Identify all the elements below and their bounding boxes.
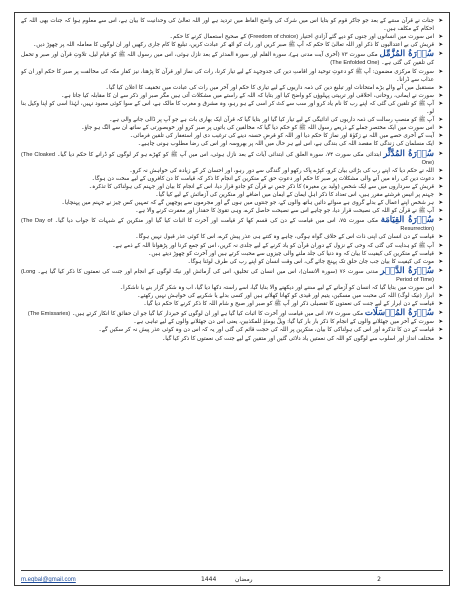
document-page <box>14 12 450 586</box>
bullet-paragraph <box>21 84 443 92</box>
bullet-paragraph <box>21 183 443 191</box>
paragraph-text: مدنی سورت ۷۶ (سورة الانسان)، اس میں انسان کی تخلیق، اس کی آزمائش اور نیک لوگوں کے انجام اور جنت کی نعمتوں کا ذکر کیا گیا ہے۔ <box>37 268 378 275</box>
bullet-paragraph <box>21 17 443 33</box>
paragraph-text: سورت کا مرکزی مضمون: آپ ﷺ کو دعوتِ توحید اور اقامتِ دین کی جدوجہد کے لیے تیار کرنا، رات کی نماز اور قرآن کا پڑھنا، نیز کفارِ مکہ کی مخالفت پر صبر کا حکم اور ان کو عذاب سے ڈرانا۔ <box>21 68 434 83</box>
section-paragraph <box>21 267 443 284</box>
english-term: (The Cloaked One) <box>21 151 434 166</box>
surah-heading: سُوۡرَةُ المُدَّثِّر <box>383 148 434 159</box>
paragraph-text: اللہ نے حکم دیا کہ اپنے رب کی بڑائی بیان کرو، کپڑے پاک رکھو اور گندگی سے دور رہو، اور احسان کر کے زیادہ کی خواہش نہ کرو۔ <box>129 167 434 174</box>
bullet-paragraph <box>21 242 443 250</box>
section-paragraph <box>21 150 443 167</box>
bullet-paragraph <box>21 318 443 326</box>
bullet-paragraph <box>21 140 443 148</box>
page-footer <box>21 571 443 583</box>
paragraph-text: مکی سورت ۷۷، اس میں قیامت اور آخرت کا اثبات کیا گیا ہے اور ان لوگوں کو خبردار کیا گیا جو ان حقائق کا انکار کرتے ہیں۔ <box>71 311 364 318</box>
paragraph-text: ابرار (نیک لوگ) اللہ کی محبت میں مسکین، یتیم اور قیدی کو کھانا کھلاتے ہیں اور کسی بدلے یا شکریے کی خواہش نہیں رکھتے۔ <box>137 293 434 300</box>
paragraph-text: جہنم پر انیس فرشتے مقرر ہیں، اس تعداد کا ذکر اہلِ ایمان کے ایمان میں اضافے اور منکرین کی آزمائش کے لیے کیا گیا۔ <box>155 191 434 198</box>
paragraph-text: مستقبل میں آنے والے بڑے امتحانات اور تبلیغِ دین کی ذمہ داریوں کے لیے تیاری کا حکم اور آخر میں رات کی عبادت میں تخفیف کا اعلان کیا گیا۔ <box>105 84 434 91</box>
bullet-paragraph <box>21 207 443 215</box>
footer-email[interactable]: m.eqbal@gmail.com <box>21 577 76 583</box>
english-term: (Freedom of choice) <box>248 34 299 41</box>
surah-heading: سُوۡرَةُ المُزَّمِّل <box>379 49 435 60</box>
paragraph-text: ایک مسلمان کی زندگی کا مقصد اللہ کی بندگی ہے، اس لیے ہر حال میں اللہ پر بھروسہ اور اس کی رضا مطلوب ہونی چاہیے۔ <box>137 141 434 148</box>
paragraph-text: آیت کے آخری حصے میں اللہ نے زکوٰۃ اور نماز کا حکم دیا اور اللہ کو قرضِ حسنہ دینے کی ترغیب دی اور استغفار کی تلقین فرمائی۔ <box>129 133 434 140</box>
paragraph-text: ابتدائی مکی سورت ۷۴، سورة العلق کی ابتدائی آیات کے بعد نازل ہوئی، اس میں آپ ﷺ کو کھڑے ہو کر لوگوں کو ڈرانے کا حکم دیا گیا۔ <box>57 151 382 158</box>
paragraph-text: آپ ﷺ کو منصبِ رسالت کی ذمہ داریوں کی ادائیگی کے لیے تیار کیا گیا اور بتایا گیا کہ قرآن ایک بھاری بات ہے جو آپ پر ڈالی جانے والی ہے۔ <box>109 117 434 124</box>
paragraph-text: سورت کے آخر میں جھٹلانے والوں کے انجام کا ذکر بار بار کیا گیا: ویلٌ یومئذٍ للمکذبین، یعنی اس دن جھٹلانے والوں کے لیے تباہی ہے۔ <box>133 319 434 326</box>
bullet-paragraph <box>21 250 443 258</box>
paragraph-text: ہر شخص اپنے اعمال کے بدلے گروی ہے سوائے دائیں ہاتھ والوں کے، جو جنتوں میں ہوں گے اور مجرموں سے پوچھیں گے کہ تمہیں کس چیز نے جہنم میں پہنچایا۔ <box>61 200 434 207</box>
bullet-paragraph <box>21 124 443 132</box>
bullet-paragraph <box>21 191 443 199</box>
bullet-paragraph <box>21 132 443 140</box>
bullet-paragraph <box>21 326 443 334</box>
paragraph-text: قریش کے سرداروں میں سے ایک شخص (ولید بن مغیرہ) کا ذکر جس نے قرآن کو جادو قرار دیا، اس کے انجام کا بیان اور جہنم کی ہولناکی کا تذکرہ۔ <box>88 183 434 190</box>
section-paragraph <box>21 50 443 67</box>
paragraph-text-after: کے صحیح استعمال کرنے کا حکم۔ <box>169 34 247 41</box>
bullet-paragraph <box>21 33 443 41</box>
paragraph-text: سورت نے ایمانی، روحانی، اخلاقی اور تربیتی پہلوؤں کو واضح کیا اور بتایا کہ اللہ کے راستے میں مشکلات آتی ہیں مگر صبر اور ذکر سے ان کا مقابلہ کیا جاتا ہے۔ <box>60 92 434 99</box>
paragraph-text: آپ ﷺ کو تلقین کی گئی کہ اپنے رب کا نام یاد کرو اور سب سے کٹ کر اسی کے ہو رہو، وہ مشرق و مغرب کا مالک ہے، اس کے سوا کوئی معبود نہیں، لہٰذا اسی کو اپنا وکیل بنا لو۔ <box>21 100 434 116</box>
paragraph-text: قیامت کے دن ابرار کے لیے جنت کی نعمتوں کا تفصیلی ذکر اور آپ ﷺ کو صبر اور صبح و شام اللہ کا ذکر کرنے کا حکم دیا گیا۔ <box>143 301 434 308</box>
footer-year: 1444 <box>201 576 217 583</box>
paragraph-text: مکی سورت ۷۵، اس میں قیامت کے دن کی قسم کھا کر قیامت اور آخرت کا اثبات کیا گیا اور منکرین کے شبہات کا جواب دیا گیا۔ <box>54 218 378 225</box>
paragraph-text: موت کی کیفیت کا بیان جب جان حلق تک پہنچ جائے گی، اس وقت انسان کو اپنے رب کی طرف لوٹنا ہوگا۔ <box>187 258 434 265</box>
bullet-paragraph <box>21 175 443 183</box>
paragraph-text: قیامت کے دن انسان کی اپنی ذات اس کے خلاف گواہ ہوگی، چاہے وہ کتنے ہی عذر پیش کرے، اس کا کوئی عذر قبول نہیں ہوگا۔ <box>135 234 434 241</box>
bullet-paragraph <box>21 167 443 175</box>
bullet-paragraph <box>21 199 443 207</box>
surah-heading: سُوۡرَةُ الدَّهۡر <box>380 265 434 276</box>
document-body <box>21 17 443 567</box>
footer-month: رمضان <box>235 576 253 583</box>
surah-heading: سُوۡرَةُ القِيَامَة <box>380 215 435 226</box>
paragraph-text: جنات نے قرآن سننے کے بعد جو جاکر قوم کو بتایا اس میں شرک کی واضح الفاظ میں تردید ہے اور اللہ تعالیٰ کی وحدانیت کا بیان ہے، اس سے معلوم ہوا کہ جنات بھی اللہ کے احکام کے مکلف ہیں۔ <box>21 18 434 33</box>
paragraph-text: آپ ﷺ نے قرآن کو اللہ کی نصیحت قرار دیا، جو چاہے اس سے نصیحت حاصل کرے، وہی تقویٰ کا حقدار اور مغفرت کرنے والا ہے۔ <box>135 208 434 215</box>
paragraph-text: مکی سورت ۷۳ (آخری آیت مدنی ہے)، سورة القلم اور سورة المدثر کے بعد نازل ہوئی، اس میں رسول اللہ ﷺ کو قیامِ لیل، تلاوتِ قرآن اور صبر و تحمل کی تلقین کی گئی ہے۔ <box>21 52 434 67</box>
bullet-paragraph <box>21 92 443 100</box>
page-number: 2 <box>377 576 381 583</box>
paragraph-text: اس سورت میں ایک مختصر جملے کے ذریعے رسول اللہ ﷺ کو حکم دیا گیا کہ مخالفین کی باتوں پر صبر کرو اور خوبصورتی کے ساتھ ان سے الگ ہو جاؤ۔ <box>81 125 434 132</box>
paragraph-text: مختلف انداز اور اسلوب سے لوگوں کو اللہ کی نعمتیں یاد دلائی گئیں اور متقین کے لیے جنت کی نعمتوں کا ذکر کیا گیا۔ <box>161 335 434 342</box>
paragraph-text: قیامت کے دن کا تذکرہ اور اس کی ہولناکی کا بیان، منکرین پر اللہ کی حجت قائم کی گئی اور یہ کہ اس دن وہ کوئی عذر پیش نہ کر سکیں گے۔ <box>98 327 434 334</box>
bullet-paragraph <box>21 233 443 241</box>
paragraph-text: آپ ﷺ کو ہدایت کی گئی کہ وحی کے نزول کے دوران قرآن کو یاد کرنے کے لیے جلدی نہ کریں، اس کو جمع کرنا اور پڑھوانا اللہ کے ذمے ہے۔ <box>112 242 434 249</box>
bullet-paragraph <box>21 116 443 124</box>
paragraph-text: قریش کی بے اعتدالیوں کا ذکر اور اللہ تعالیٰ کا حکم کہ آپ ﷺ صبر کریں اور رات کو اٹھ کر عبادت کریں، تبلیغ کا کام جاری رکھیں اور ان لوگوں کا معاملہ اللہ پر چھوڑ دیں۔ <box>33 42 434 49</box>
paragraph-text: دعوت دین کی راہ میں آنے والی مشکلات پر صبر کا حکم اور دعوتِ حق کے منکرین کے انجام کا ذکر کہ قیامت کا دن کافروں کے لیے سخت دن ہوگا۔ <box>91 175 434 182</box>
english-term: (The Emissaries) <box>27 311 71 318</box>
section-paragraph <box>21 216 443 233</box>
bullet-paragraph <box>21 335 443 343</box>
english-term: (Long Period of Time) <box>21 268 434 283</box>
bullet-paragraph <box>21 100 443 116</box>
bullet-paragraph <box>21 284 443 292</box>
paragraph-text: اس سورت میں انسانوں اور جنوں کو دیے گئے آزادیِ اختیار <box>299 34 434 41</box>
english-term: (The Enfolded One) <box>330 60 380 67</box>
paragraph-text: اس سورت میں بتایا گیا کہ انسان کو آزمانے کے لیے سننے اور دیکھنے والا بنایا گیا، اسے راستہ دکھا دیا گیا، اب وہ شکر گزار بنے یا ناشکرا۔ <box>119 285 434 291</box>
bullet-paragraph <box>21 68 443 84</box>
section-paragraph <box>21 309 443 318</box>
surah-heading: سُوۡرَةُ المُرۡسَلَات <box>364 308 434 319</box>
english-term: (The Day of Resurrection) <box>21 218 434 233</box>
bullet-paragraph <box>21 292 443 300</box>
paragraph-text: قیامت کے منکرین کی کیفیت کا بیان کہ وہ دنیا کی جلد ملنے والی چیزوں سے محبت کرتے ہیں اور آخرت کو چھوڑ دیتے ہیں۔ <box>148 250 434 257</box>
bullet-paragraph <box>21 258 443 266</box>
